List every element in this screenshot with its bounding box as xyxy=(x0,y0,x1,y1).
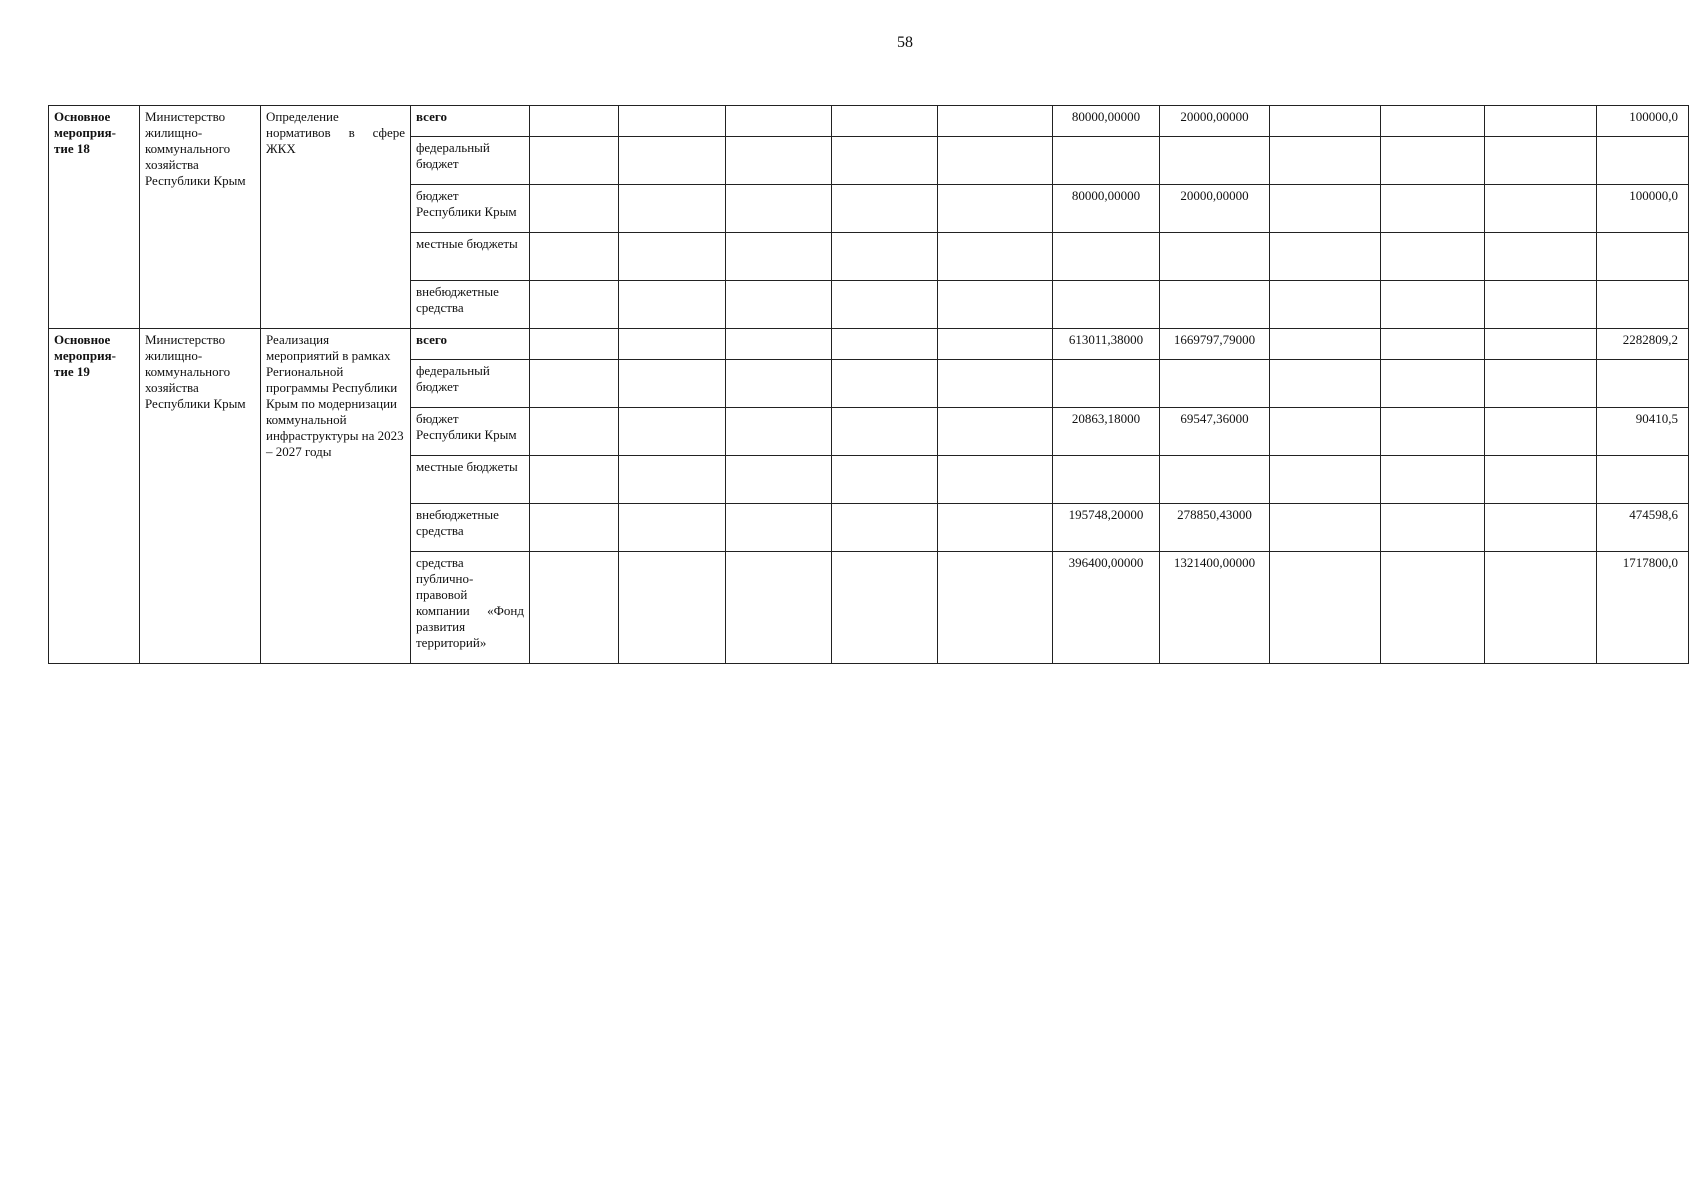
funding-source: бюджет Республики Крым xyxy=(411,185,530,233)
empty-cell xyxy=(938,456,1053,504)
empty-cell xyxy=(726,552,832,664)
empty-cell xyxy=(1485,137,1597,185)
value-cell: 396400,00000 xyxy=(1053,552,1160,664)
empty-cell xyxy=(1381,456,1485,504)
empty-cell xyxy=(619,233,726,281)
empty-cell xyxy=(1381,504,1485,552)
total-cell: 474598,6 xyxy=(1597,504,1689,552)
empty-cell xyxy=(530,137,619,185)
empty-cell xyxy=(1381,408,1485,456)
funding-source: федеральный бюджет xyxy=(411,137,530,185)
empty-cell xyxy=(1270,504,1381,552)
empty-cell xyxy=(938,329,1053,360)
empty-cell xyxy=(1270,185,1381,233)
total-cell xyxy=(1597,137,1689,185)
empty-cell xyxy=(1485,360,1597,408)
value-cell: 1321400,00000 xyxy=(1160,552,1270,664)
empty-cell xyxy=(1485,456,1597,504)
empty-cell xyxy=(1485,329,1597,360)
empty-cell xyxy=(1270,233,1381,281)
empty-cell xyxy=(530,281,619,329)
value-cell xyxy=(1053,456,1160,504)
empty-cell xyxy=(938,233,1053,281)
total-cell xyxy=(1597,233,1689,281)
empty-cell xyxy=(726,233,832,281)
empty-cell xyxy=(1485,504,1597,552)
empty-cell xyxy=(726,106,832,137)
value-cell xyxy=(1160,137,1270,185)
empty-cell xyxy=(1485,281,1597,329)
empty-cell xyxy=(832,456,938,504)
empty-cell xyxy=(1485,185,1597,233)
empty-cell xyxy=(938,106,1053,137)
empty-cell xyxy=(938,360,1053,408)
value-cell xyxy=(1160,360,1270,408)
empty-cell xyxy=(530,233,619,281)
empty-cell xyxy=(530,329,619,360)
value-cell: 613011,38000 xyxy=(1053,329,1160,360)
empty-cell xyxy=(1381,106,1485,137)
empty-cell xyxy=(938,137,1053,185)
empty-cell xyxy=(1270,360,1381,408)
value-cell xyxy=(1053,360,1160,408)
funding-source: внебюджетные средства xyxy=(411,281,530,329)
empty-cell xyxy=(530,106,619,137)
empty-cell xyxy=(619,456,726,504)
funding-source: местные бюджеты xyxy=(411,233,530,281)
total-cell: 90410,5 xyxy=(1597,408,1689,456)
empty-cell xyxy=(619,360,726,408)
value-cell: 278850,43000 xyxy=(1160,504,1270,552)
executor-name: Министерство жилищно-коммунального хозяйства Республики Крым xyxy=(140,106,261,329)
empty-cell xyxy=(832,281,938,329)
budget-table xyxy=(48,105,1689,664)
funding-source: федеральный бюджет xyxy=(411,360,530,408)
value-cell: 20000,00000 xyxy=(1160,106,1270,137)
value-cell xyxy=(1053,137,1160,185)
value-cell: 80000,00000 xyxy=(1053,106,1160,137)
empty-cell xyxy=(530,504,619,552)
value-cell: 80000,00000 xyxy=(1053,185,1160,233)
empty-cell xyxy=(832,504,938,552)
empty-cell xyxy=(1270,552,1381,664)
funding-source: всего xyxy=(411,106,530,137)
empty-cell xyxy=(726,329,832,360)
empty-cell xyxy=(726,360,832,408)
value-cell: 20863,18000 xyxy=(1053,408,1160,456)
empty-cell xyxy=(726,408,832,456)
empty-cell xyxy=(726,185,832,233)
empty-cell xyxy=(1270,106,1381,137)
empty-cell xyxy=(1381,552,1485,664)
funding-source: средства публично-правовой компании «Фонд развития территорий» xyxy=(411,552,530,664)
value-cell: 195748,20000 xyxy=(1053,504,1160,552)
funding-source: бюджет Республики Крым xyxy=(411,408,530,456)
empty-cell xyxy=(619,281,726,329)
empty-cell xyxy=(530,408,619,456)
empty-cell xyxy=(726,281,832,329)
empty-cell xyxy=(1485,106,1597,137)
total-cell: 100000,0 xyxy=(1597,106,1689,137)
value-cell xyxy=(1160,233,1270,281)
table-row xyxy=(49,329,1689,360)
empty-cell xyxy=(832,360,938,408)
empty-cell xyxy=(1381,360,1485,408)
empty-cell xyxy=(1270,329,1381,360)
empty-cell xyxy=(938,552,1053,664)
empty-cell xyxy=(726,456,832,504)
empty-cell xyxy=(619,504,726,552)
total-cell: 1717800,0 xyxy=(1597,552,1689,664)
value-cell xyxy=(1053,281,1160,329)
funding-source: местные бюджеты xyxy=(411,456,530,504)
value-cell xyxy=(1160,456,1270,504)
empty-cell xyxy=(726,504,832,552)
empty-cell xyxy=(938,504,1053,552)
empty-cell xyxy=(530,360,619,408)
empty-cell xyxy=(530,456,619,504)
empty-cell xyxy=(1270,408,1381,456)
empty-cell xyxy=(1485,233,1597,281)
empty-cell xyxy=(1381,185,1485,233)
empty-cell xyxy=(1381,329,1485,360)
empty-cell xyxy=(1381,233,1485,281)
empty-cell xyxy=(938,408,1053,456)
empty-cell xyxy=(619,137,726,185)
empty-cell xyxy=(832,233,938,281)
empty-cell xyxy=(1485,552,1597,664)
empty-cell xyxy=(1485,408,1597,456)
measure-description: Реализация мероприятий в рамках Региональной программы Республики Крым по модернизации коммунальной инфраструктуры на 2023 – 2027 годы xyxy=(261,329,411,664)
measure-name: Основное мероприя-тие 18 xyxy=(49,106,140,329)
empty-cell xyxy=(619,185,726,233)
empty-cell xyxy=(1381,137,1485,185)
table-row xyxy=(49,106,1689,137)
empty-cell xyxy=(619,106,726,137)
empty-cell xyxy=(1270,137,1381,185)
measure-name: Основное мероприя-тие 19 xyxy=(49,329,140,664)
value-cell: 69547,36000 xyxy=(1160,408,1270,456)
empty-cell xyxy=(1270,456,1381,504)
empty-cell xyxy=(938,281,1053,329)
empty-cell xyxy=(832,408,938,456)
empty-cell xyxy=(530,552,619,664)
executor-name: Министерство жилищно-коммунального хозяйства Республики Крым xyxy=(140,329,261,664)
empty-cell xyxy=(832,552,938,664)
value-cell xyxy=(1053,233,1160,281)
empty-cell xyxy=(1381,281,1485,329)
funding-source: внебюджетные средства xyxy=(411,504,530,552)
total-cell xyxy=(1597,360,1689,408)
total-cell: 100000,0 xyxy=(1597,185,1689,233)
empty-cell xyxy=(832,137,938,185)
empty-cell xyxy=(530,185,619,233)
value-cell xyxy=(1160,281,1270,329)
measure-description: Определение нормативов в сфере ЖКХ xyxy=(261,106,411,329)
total-cell xyxy=(1597,456,1689,504)
empty-cell xyxy=(619,329,726,360)
empty-cell xyxy=(619,408,726,456)
empty-cell xyxy=(619,552,726,664)
total-cell: 2282809,2 xyxy=(1597,329,1689,360)
page-number: 58 xyxy=(897,34,913,51)
empty-cell xyxy=(832,106,938,137)
value-cell: 20000,00000 xyxy=(1160,185,1270,233)
value-cell: 1669797,79000 xyxy=(1160,329,1270,360)
empty-cell xyxy=(1270,281,1381,329)
empty-cell xyxy=(832,329,938,360)
total-cell xyxy=(1597,281,1689,329)
funding-source: всего xyxy=(411,329,530,360)
empty-cell xyxy=(726,137,832,185)
empty-cell xyxy=(938,185,1053,233)
empty-cell xyxy=(832,185,938,233)
